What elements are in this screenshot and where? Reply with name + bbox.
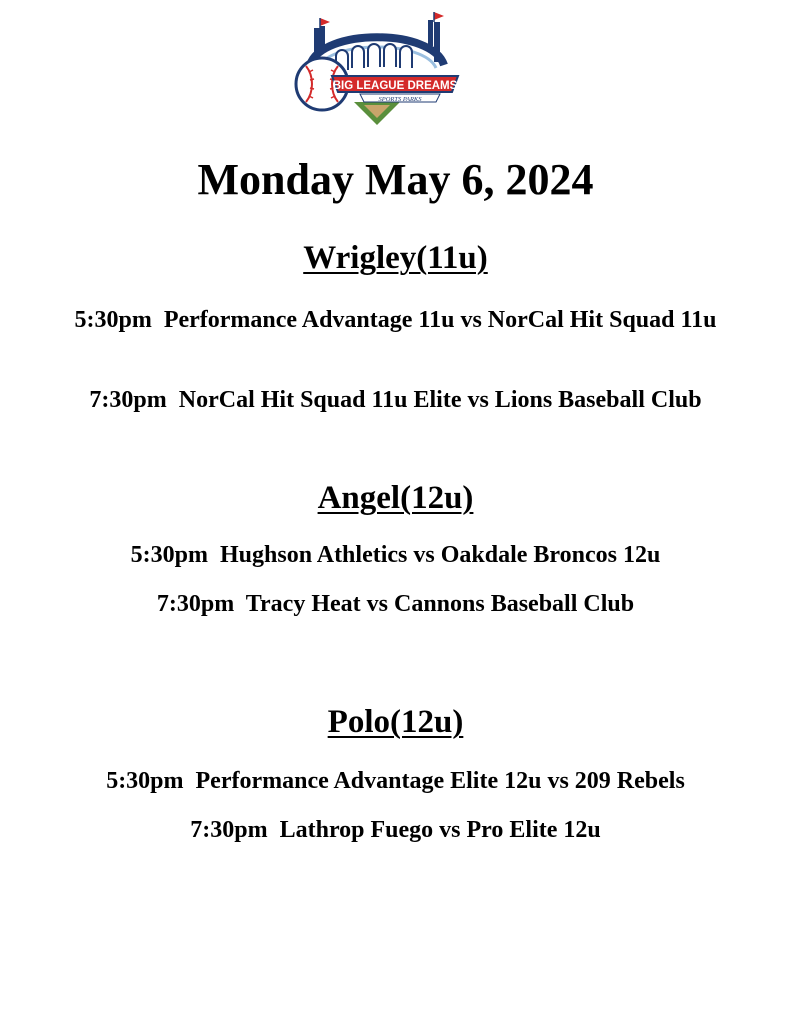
logo-brand-text: BIG LEAGUE DREAMS — [332, 80, 458, 92]
game-line: 7:30pm NorCal Hit Squad 11u Elite vs Lions Baseball Club — [89, 387, 702, 413]
game-line: 5:30pm Performance Advantage 11u vs NorCal Hit Squad 11u — [74, 307, 717, 333]
game-line: 7:30pm Lathrop Fuego vs Pro Elite 12u — [190, 817, 601, 843]
page-title: Monday May 6, 2024 — [197, 155, 594, 204]
logo-tagline-text: SPORTS PARKS — [378, 96, 422, 103]
game-line: 5:30pm Performance Advantage Elite 12u vs 209 Rebels — [106, 768, 685, 794]
big-league-dreams-logo — [292, 10, 462, 132]
section-heading-polo: Polo(12u) — [327, 704, 464, 740]
game-line: 7:30pm Tracy Heat vs Cannons Baseball Club — [156, 591, 635, 617]
game-line: 5:30pm Hughson Athletics vs Oakdale Broncos 12u — [130, 542, 661, 568]
section-heading-wrigley: Wrigley(11u) — [303, 240, 488, 276]
section-heading-angel: Angel(12u) — [317, 480, 474, 516]
